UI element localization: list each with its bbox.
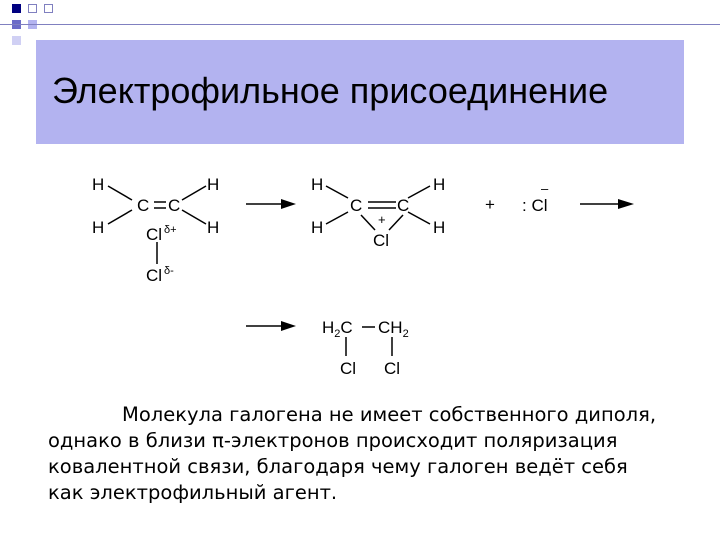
decor-square-dark (12, 4, 21, 13)
reaction-scheme (0, 150, 720, 390)
im-h-bottom-right: H (433, 218, 446, 237)
m1-c-right: C (168, 196, 181, 215)
arrow-1-head (281, 199, 296, 209)
paragraph-line-2: однако в близи π-электронов происходит поляризация (48, 429, 618, 452)
chloride-charge: – (541, 181, 549, 196)
decor-square-faint (12, 36, 21, 45)
im-h-bottom-left: H (311, 218, 324, 237)
m1-h-bottom-left: H (92, 218, 105, 237)
decor-top-line (0, 24, 720, 25)
paragraph-line-3: ковалентной связи, благодаря чему галоген ведёт себя (48, 455, 628, 478)
product-cl-left: Cl (340, 359, 357, 378)
chloride-ion: : Cl (522, 196, 548, 215)
m1-cl-lower-charge: δ- (164, 265, 174, 277)
decor-square-outline-1 (28, 4, 37, 13)
decor-square-outline-2 (44, 4, 53, 13)
bond-im-h-br (408, 212, 430, 224)
im-c-left: C (350, 196, 363, 215)
m1-h-bottom-right: H (207, 218, 220, 237)
bond-im-h-tr (408, 186, 430, 198)
m1-cl-upper-charge: δ+ (164, 224, 177, 236)
m1-c-left: C (137, 196, 150, 215)
product-cl-right: Cl (384, 359, 401, 378)
bond-im-c-cl-right (389, 215, 403, 230)
slide-title: Электрофильное присоединение (52, 70, 609, 111)
reaction-plus: + (485, 195, 495, 214)
bond-im-h-bl (326, 212, 348, 224)
product-left-h: $H_2C$ (322, 318, 353, 340)
bond-im-h-tl (326, 186, 348, 198)
bond-im-c-cl-left (361, 215, 375, 230)
m1-h-top-left: H (92, 175, 105, 194)
im-h-top-right: H (433, 175, 446, 194)
im-h-top-left: H (311, 175, 324, 194)
m1-cl-lower: Cl (146, 266, 163, 285)
paragraph-line-4: как электрофильный агент. (48, 481, 338, 504)
im-plus-charge: + (378, 212, 386, 227)
bond-m1-h-bl (108, 210, 132, 224)
m1-cl-upper: Cl (146, 225, 163, 244)
im-c-right: C (397, 196, 410, 215)
paragraph-line-1: Молекула галогена не имеет собственного диполя, (122, 403, 657, 426)
arrow-2-head (618, 199, 634, 209)
arrow-3-head (281, 321, 296, 331)
bond-m1-h-tl (108, 186, 132, 200)
bond-m1-h-br (182, 210, 206, 224)
explanation-paragraph (48, 402, 700, 506)
m1-h-top-right: H (207, 175, 220, 194)
product-right-ch2: $CH_2$ (378, 318, 409, 340)
im-cl-bridge: Cl (373, 231, 390, 250)
bond-m1-h-tr (182, 186, 206, 200)
